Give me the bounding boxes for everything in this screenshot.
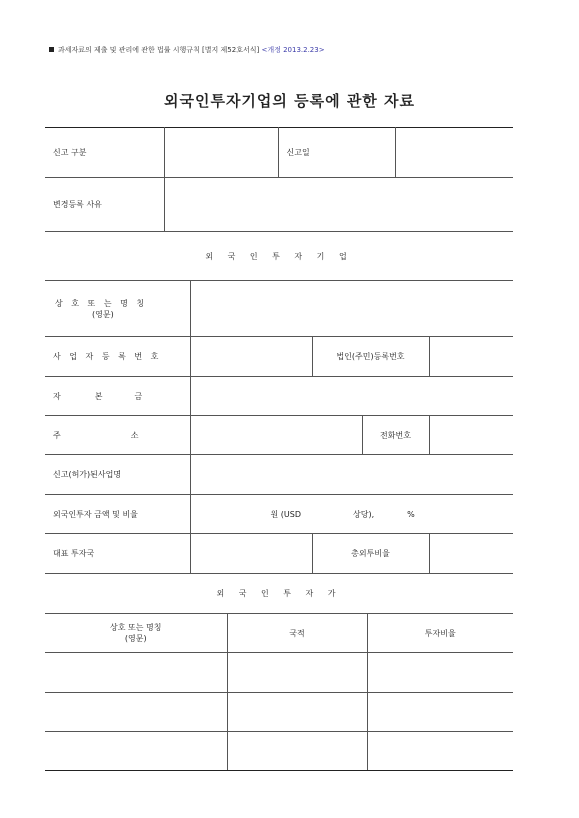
investor-nationality-cell[interactable] [227,653,367,693]
biz-reg-number-field[interactable] [190,337,312,377]
company-section-heading: 외 국 인 투 자 기 업 [45,232,513,281]
corp-reg-number-field[interactable] [429,337,513,377]
investor-name-cell[interactable] [45,693,227,732]
investor-section [45,573,513,771]
capital-label-2: 본 [94,391,103,401]
amount-percent-text: % [407,509,415,519]
company-name-label-line1: 상 호 또 는 명 칭 [55,298,148,308]
phone-label: 전화번호 [362,416,429,455]
investor-ratio-cell[interactable] [367,693,513,732]
investor-name-header-line2: (영문) [124,634,147,643]
investor-row [45,653,513,693]
biz-reg-number-label: 사 업 자 등 록 번 호 [45,337,190,377]
investor-nationality-cell[interactable] [227,732,367,771]
change-reason-label: 변경등록 사유 [45,178,164,232]
address-label-2: 소 [130,430,139,440]
phone-field[interactable] [429,416,513,455]
total-ratio-label: 총외투비율 [312,534,429,574]
address-label [45,416,190,455]
main-country-field[interactable] [190,534,312,574]
investment-ratio-header: 투자비율 [367,614,513,653]
form-reference [49,45,325,55]
amount-equiv-text: 상당), [353,509,375,519]
investment-amount-label: 외국인투자 금액 및 비율 [45,495,190,534]
company-section [45,231,513,574]
investor-row [45,732,513,771]
investor-ratio-cell[interactable] [367,653,513,693]
report-block [45,127,513,232]
investor-name-cell[interactable] [45,653,227,693]
report-date-label: 신고일 [278,128,395,178]
nationality-header: 국적 [227,614,367,653]
page-title: 외국인투자기업의 등록에 관한 자료 [163,92,416,110]
report-type-label: 신고 구분 [45,128,164,178]
capital-field[interactable] [190,377,513,416]
main-country-label: 대표 투자국 [45,534,190,574]
address-field[interactable] [190,416,362,455]
report-date-field[interactable] [395,128,513,178]
company-name-label-line2: (영문) [92,309,114,319]
revision-note: <개정 2013.2.23> [261,46,325,54]
capital-label-3: 금 [134,391,143,401]
investment-amount-field[interactable] [190,495,513,534]
capital-label [45,377,190,416]
amount-won-text: 원 (USD [270,509,301,519]
investor-name-header-line1: 상호 또는 명칭 [110,623,162,632]
investor-ratio-cell[interactable] [367,732,513,771]
address-label-1: 주 [53,430,61,440]
total-ratio-field[interactable] [429,534,513,574]
investor-name-header [45,614,227,653]
form-reference-text: 과세자료의 제출 및 관리에 관한 법률 시행규칙 [별지 제52호서식] [58,46,260,54]
company-name-field[interactable] [190,281,513,337]
company-name-label [45,281,190,337]
investor-section-heading: 외 국 인 투 자 가 [45,574,513,614]
capital-label-1: 자 [53,391,61,401]
bullet-square-icon [49,47,54,52]
corp-reg-number-label: 법인(주민)등록번호 [312,337,429,377]
investor-row [45,693,513,732]
investor-name-cell[interactable] [45,732,227,771]
business-name-field[interactable] [190,455,513,495]
business-name-label: 신고(허가)된사업명 [45,455,190,495]
report-type-field[interactable] [164,128,278,178]
change-reason-field[interactable] [164,178,513,232]
investor-nationality-cell[interactable] [227,693,367,732]
